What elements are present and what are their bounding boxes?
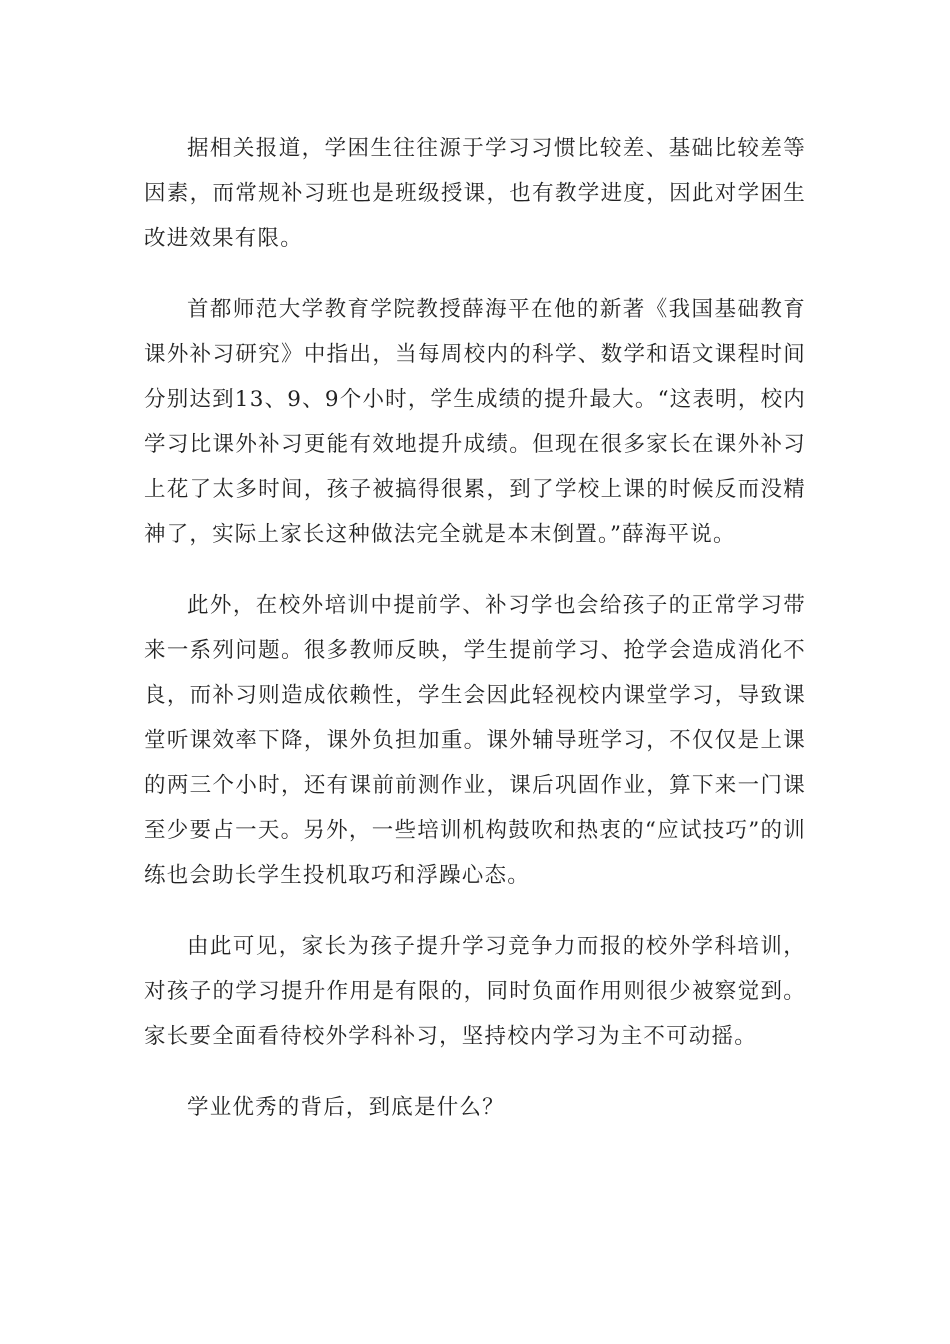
paragraph-5: 学业优秀的背后，到底是什么？ bbox=[187, 1095, 505, 1120]
paragraph-4: 由此可见，家长为孩子提升学习竞争力而报的校外学科培训，对孩子的学习提升作用是有限的，同时负面作用则很少被察觉到。家长要全面看待校外学科补习，坚持校内学习为主不可动摇。 bbox=[144, 934, 806, 1049]
paragraph-3: 此外，在校外培训中提前学、补习学也会给孩子的正常学习带来一系列问题。很多教师反映，学生提前学习、抢学会造成消化不良，而补习则造成依赖性，学生会因此轻视校内课堂学习，导致课堂听课效率下降，课外负担加重。课外辅导班学习，不仅仅是上课的两三个小时，还有课前前测作业，课后巩固作业，算下来一门课至少要占一天。另外，一些培训机构鼓吹和热衷的“应试技巧”的训练也会助长学生投机取巧和浮躁心态。 bbox=[144, 593, 806, 888]
paragraph-2: 首都师范大学教育学院教授薛海平在他的新著《我国基础教育课外补习研究》中指出，当每周校内的科学、数学和语文课程时间分别达到13、9、9个小时，学生成绩的提升最大。“这表明，校内学习比课外补习更能有效地提升成绩。但现在很多家长在课外补习上花了太多时间，孩子被搞得很累，到了学校上课的时候反而没精神了，实际上家长这种做法完全就是本末倒置。”薛海平说。 bbox=[144, 297, 806, 547]
document-body bbox=[144, 126, 806, 1156]
paragraph-1: 据相关报道，学困生往往源于学习习惯比较差、基础比较差等因素，而常规补习班也是班级授课，也有教学进度，因此对学困生改进效果有限。 bbox=[144, 136, 806, 251]
